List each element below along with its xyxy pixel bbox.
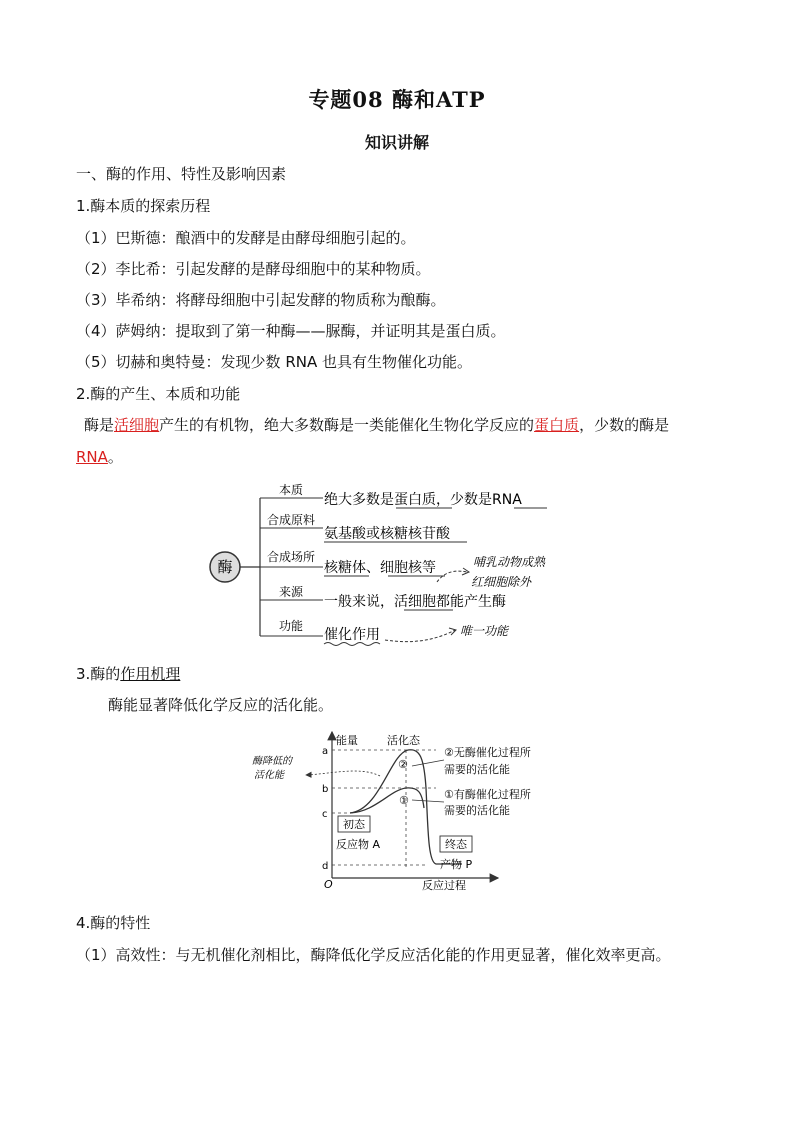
branch-label: 功能	[278, 619, 304, 633]
branch-value: 绝大多数是蛋白质，少数是RNA	[324, 492, 522, 508]
root-label: 酶	[217, 558, 233, 576]
branch-label: 来源	[278, 585, 304, 599]
level-c: c	[322, 809, 328, 820]
branch-value: 一般来说，活细胞都能产生酶	[324, 594, 506, 610]
history-item: （1）巴斯德：酿酒中的发酵是由酵母细胞引起的。	[76, 229, 416, 247]
subheading-history: 1.酶本质的探索历程	[76, 197, 211, 215]
para-text: 酶是	[84, 416, 115, 434]
handwritten-note: 酶降低的	[252, 756, 292, 767]
heading-underlined: 作用机理	[120, 665, 181, 683]
origin-label: O	[324, 878, 333, 891]
history-item: （4）萨姆纳：提取到了第一种酶——脲酶，并证明其是蛋白质。	[76, 322, 506, 340]
handwritten-note: 红细胞除外	[471, 575, 532, 589]
paragraph-continuation	[76, 447, 123, 467]
section-heading: 一、酶的作用、特性及影响因素	[76, 165, 287, 183]
branch-value: 催化作用	[324, 627, 380, 643]
history-item: （3）毕希纳：将酵母细胞中引起发酵的物质称为酿酶。	[76, 291, 446, 309]
handwritten-note: 唯一功能	[460, 624, 509, 638]
initial-state-label: 初态	[343, 818, 365, 831]
branch-value: 氨基酸或核糖核苷酸	[324, 526, 450, 542]
label-uncatalyzed: ②无酶催化过程所	[444, 746, 531, 759]
branch-label: 本质	[278, 483, 304, 497]
subheading-characteristics: 4.酶的特性	[76, 914, 151, 932]
mechanism-paragraph: 酶能显著降低化学反应的活化能。	[108, 696, 334, 714]
label-uncatalyzed: 需要的活化能	[444, 763, 510, 776]
label-catalyzed: ①有酶催化过程所	[444, 788, 531, 801]
characteristic-item: （1）高效性：与无机催化剂相比，酶降低化学反应活化能的作用更显著，催化效率更高。	[76, 946, 671, 964]
product-label: 产物 P	[440, 858, 473, 871]
highlight-living-cell: 活细胞	[114, 416, 160, 434]
page-title: 专题08 酶和ATP	[308, 87, 486, 112]
marker-2: ②	[398, 758, 408, 771]
branch-label: 合成场所	[266, 550, 316, 564]
paragraph-enzyme-nature	[84, 415, 669, 435]
level-b: b	[322, 784, 329, 795]
y-axis-label: 能量	[336, 734, 358, 747]
subheading-mechanism	[76, 664, 180, 684]
para-text: 产生的有机物，绝大多数酶是一类能催化生物化学反应的	[159, 416, 535, 434]
handwritten-note: 哺乳动物成熟	[473, 555, 546, 569]
para-text: ，少数的酶是	[579, 416, 670, 434]
label-catalyzed: 需要的活化能	[444, 804, 510, 817]
activation-energy-diagram	[250, 728, 570, 896]
peak-label: 活化态	[387, 734, 420, 747]
highlight-protein: 蛋白质	[534, 416, 580, 434]
branch-value: 核糖体、细胞核等	[324, 560, 436, 576]
final-state-label: 终态	[445, 838, 467, 851]
para-text: 。	[107, 448, 123, 466]
branch-label: 合成原料	[266, 513, 316, 527]
subheading-origin: 2.酶的产生、本质和功能	[76, 385, 241, 403]
history-item: （2）李比希：引起发酵的是酵母细胞中的某种物质。	[76, 260, 431, 278]
history-item: （5）切赫和奥特曼：发现少数 RNA 也具有生物催化功能。	[76, 353, 472, 371]
x-axis-label: 反应过程	[422, 879, 466, 892]
level-d: d	[322, 861, 329, 872]
marker-1: ①	[399, 794, 409, 807]
level-a: a	[322, 746, 329, 757]
page-subtitle: 知识讲解	[364, 133, 429, 152]
heading-text: 3.酶的	[76, 665, 121, 683]
reactant-label: 反应物 A	[336, 838, 381, 851]
highlight-rna: RNA	[76, 448, 108, 466]
enzyme-concept-diagram	[205, 478, 585, 648]
handwritten-note: 活化能	[254, 770, 284, 781]
